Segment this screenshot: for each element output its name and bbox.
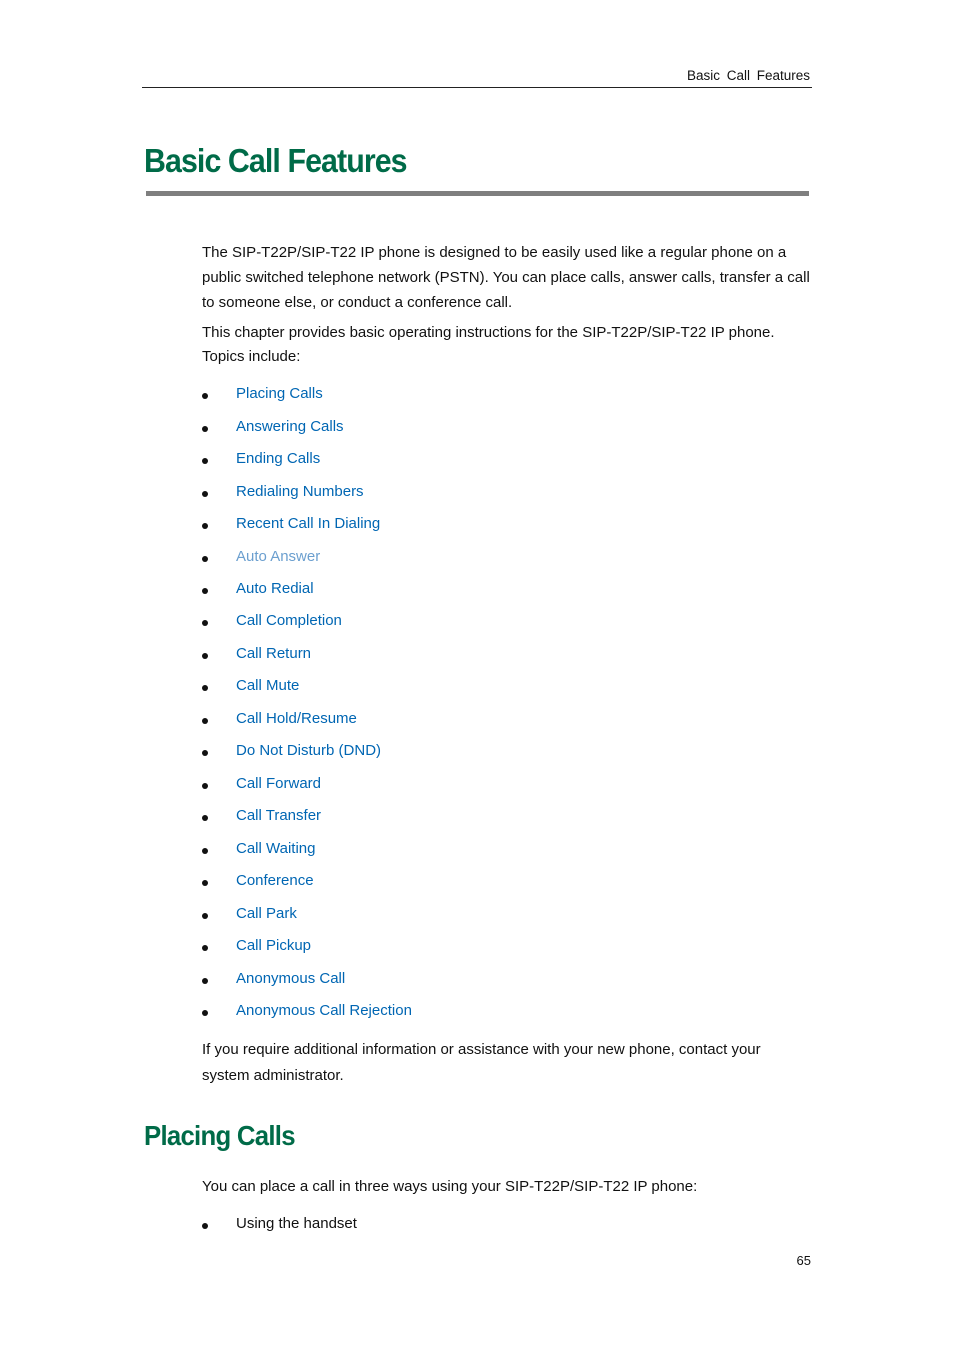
topic-link-ending-calls[interactable]: Ending Calls xyxy=(236,450,321,467)
list-item xyxy=(202,612,602,634)
bullet-icon xyxy=(202,653,208,659)
bullet-icon xyxy=(202,945,208,951)
topic-link-auto-answer[interactable]: Auto Answer xyxy=(236,548,321,565)
list-item xyxy=(202,385,602,407)
topic-link-call-mute[interactable]: Call Mute xyxy=(236,677,300,694)
bullet-icon xyxy=(202,750,208,756)
topic-link-call-park[interactable]: Call Park xyxy=(236,905,297,922)
bullet-icon xyxy=(202,588,208,594)
bullet-icon xyxy=(202,1010,208,1016)
page-number: 65 xyxy=(796,1253,811,1268)
list-item xyxy=(202,905,602,927)
bullet-icon xyxy=(202,848,208,854)
topic-link-call-forward[interactable]: Call Forward xyxy=(236,775,322,792)
topic-link-anonymous-call[interactable]: Anonymous Call xyxy=(236,970,346,987)
topic-link-call-hold-resume[interactable]: Call Hold/Resume xyxy=(236,710,357,727)
bullet-icon xyxy=(202,783,208,789)
running-header-title: Basic Call Features xyxy=(686,68,810,83)
list-item xyxy=(202,840,602,862)
section-title-placing-calls: Placing Calls xyxy=(144,1120,295,1151)
bullet-icon xyxy=(202,491,208,497)
list-item xyxy=(202,970,602,992)
list-item xyxy=(202,450,602,472)
topic-link-call-waiting[interactable]: Call Waiting xyxy=(236,840,316,857)
topic-link-auto-redial[interactable]: Auto Redial xyxy=(236,580,314,597)
topic-link-conference[interactable]: Conference xyxy=(236,872,314,889)
placing-method-handset: Using the handset xyxy=(236,1215,357,1232)
list-item xyxy=(202,1002,602,1024)
topic-link-do-not-disturb[interactable]: Do Not Disturb (DND) xyxy=(236,742,382,759)
closing-paragraph: If you require additional information or assistance with your new phone, contact your system administrator. xyxy=(202,1041,761,1084)
list-item xyxy=(202,515,602,537)
chapter-title-rule xyxy=(146,191,809,196)
list-item xyxy=(202,580,602,602)
running-header xyxy=(142,60,812,88)
topic-link-redialing-numbers[interactable]: Redialing Numbers xyxy=(236,483,364,500)
placing-calls-paragraph: You can place a call in three ways using your SIP-T22P/SIP-T22 IP phone: xyxy=(202,1178,698,1195)
bullet-icon xyxy=(202,880,208,886)
bullet-icon xyxy=(202,393,208,399)
bullet-icon xyxy=(202,685,208,691)
intro-paragraph-2 xyxy=(202,321,812,369)
bullet-icon xyxy=(202,913,208,919)
list-item xyxy=(202,1215,602,1237)
topic-link-call-return[interactable]: Call Return xyxy=(236,645,312,662)
topic-link-placing-calls[interactable]: Placing Calls xyxy=(236,385,323,402)
list-item xyxy=(202,937,602,959)
bullet-icon xyxy=(202,978,208,984)
list-item xyxy=(202,775,602,797)
bullet-icon xyxy=(202,426,208,432)
bullet-icon xyxy=(202,556,208,562)
topics-intro-label: Topics include: xyxy=(202,348,301,365)
topic-link-call-transfer[interactable]: Call Transfer xyxy=(236,807,322,824)
topic-link-anonymous-call-rejection[interactable]: Anonymous Call Rejection xyxy=(236,1002,412,1019)
chapter-title: Basic Call Features xyxy=(144,142,407,179)
intro-paragraph-2-line-1: This chapter provides basic operating instructions for the SIP-T22P/SIP-T22 IP phone. xyxy=(202,324,775,341)
bullet-icon xyxy=(202,620,208,626)
list-item xyxy=(202,872,602,894)
topic-link-recent-call-in-dialing[interactable]: Recent Call In Dialing xyxy=(236,515,381,532)
list-item xyxy=(202,645,602,667)
topic-link-call-pickup[interactable]: Call Pickup xyxy=(236,937,312,954)
bullet-icon xyxy=(202,458,208,464)
list-item xyxy=(202,710,602,732)
topic-link-answering-calls[interactable]: Answering Calls xyxy=(236,418,344,435)
topic-link-call-completion[interactable]: Call Completion xyxy=(236,612,342,629)
bullet-icon xyxy=(202,815,208,821)
list-item xyxy=(202,483,602,505)
bullet-icon xyxy=(202,718,208,724)
list-item xyxy=(202,742,602,764)
list-item xyxy=(202,677,602,699)
intro-paragraph-1: The SIP-T22P/SIP-T22 IP phone is designed to be easily used like a regular phone on a public switched telephone network (PSTN). You can place calls, answer calls, transfer a call to someone else, or conduct a conference call. xyxy=(202,244,810,311)
list-item xyxy=(202,807,602,829)
list-item xyxy=(202,548,602,570)
bullet-icon xyxy=(202,1223,208,1229)
list-item xyxy=(202,418,602,440)
bullet-icon xyxy=(202,523,208,529)
